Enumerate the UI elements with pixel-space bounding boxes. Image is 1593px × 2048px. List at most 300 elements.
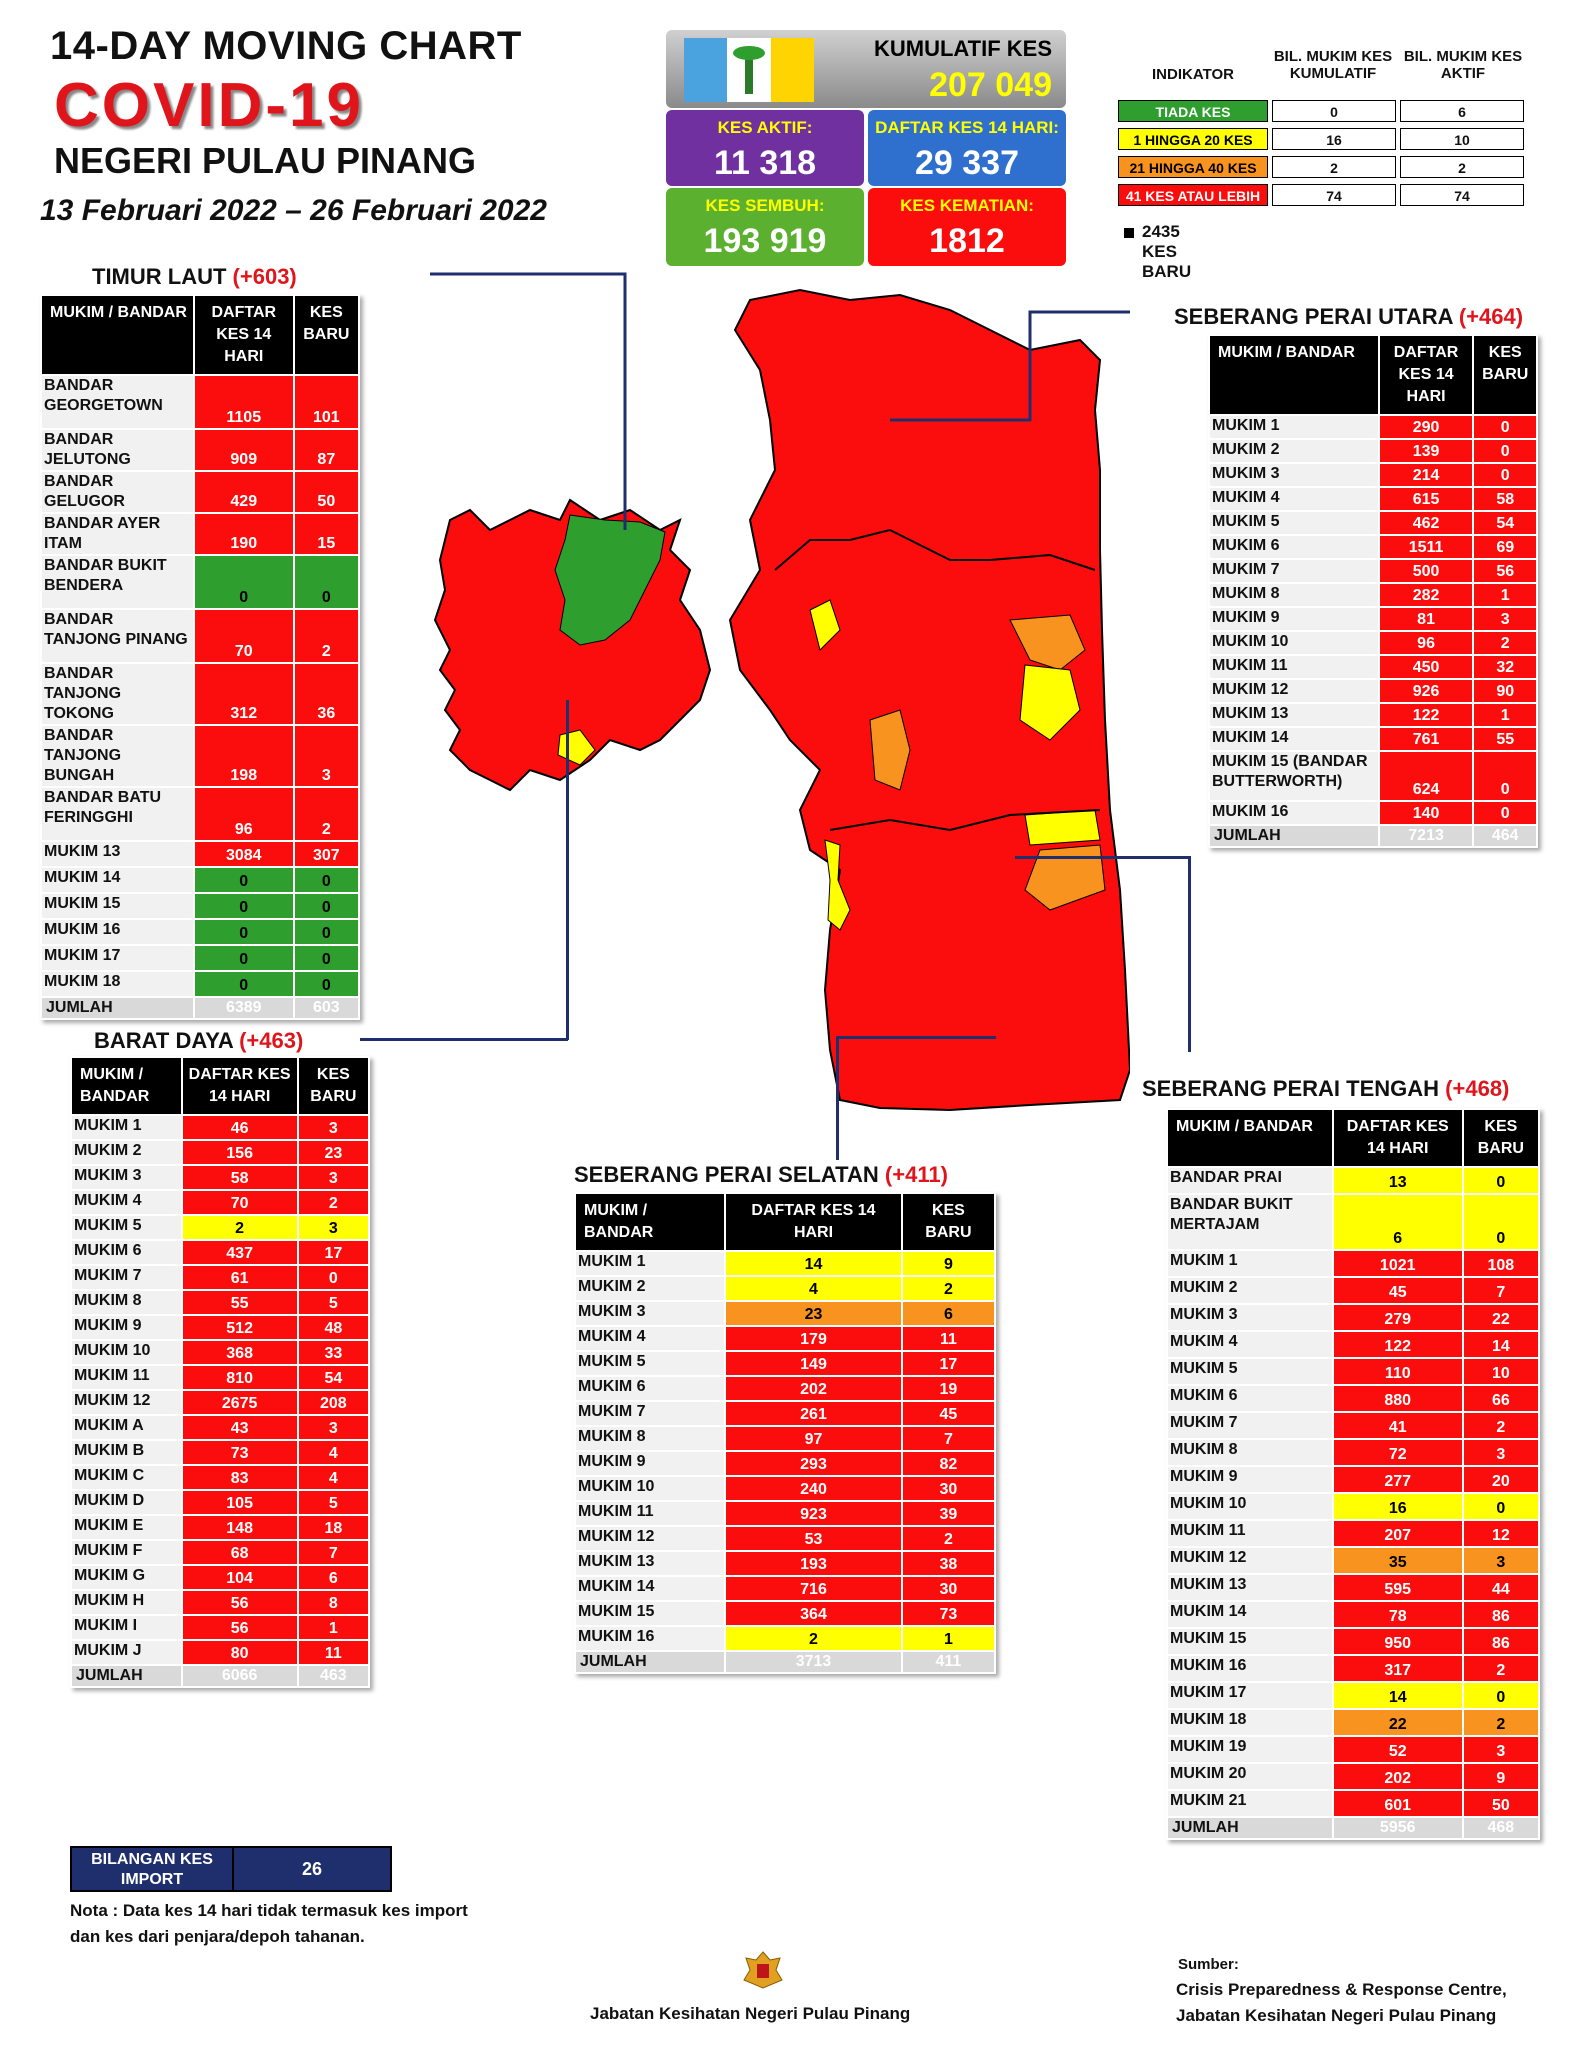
row-baru: 2 [1464,1710,1538,1735]
table-row [1168,1251,1538,1276]
table-row [1168,1764,1538,1789]
row-daftar: 926 [1380,680,1473,702]
row-name: MUKIM 1 [576,1252,724,1275]
timur-laut-plus: (+603) [232,264,297,289]
row-daftar: 240 [726,1477,901,1500]
table-row [72,1591,368,1614]
row-name: MUKIM 4 [1168,1332,1332,1357]
row-name: BANDAR TANJONG TOKONG [42,664,193,724]
row-name: MUKIM 8 [576,1427,724,1450]
row-name: MUKIM H [72,1591,181,1614]
barat-daya-plus: (+463) [239,1028,304,1053]
row-daftar: 716 [726,1577,901,1600]
row-baru: 11 [903,1327,994,1350]
kes-aktif-label: KES AKTIF: [717,118,813,137]
total-row [42,998,358,1018]
row-name: MUKIM 2 [576,1277,724,1300]
connector-sps-v [836,1036,839,1160]
row-name: MUKIM J [72,1641,181,1664]
row-baru: 6 [903,1302,994,1325]
row-baru: 69 [1474,536,1536,558]
row-daftar: 1021 [1334,1251,1462,1276]
import-value: 26 [232,1848,390,1890]
total-label: JUMLAH [576,1652,724,1672]
col-header-baru: KES BARU [295,296,358,374]
row-baru: 1 [299,1616,368,1639]
row-baru: 7 [299,1541,368,1564]
row-name: MUKIM 9 [1168,1467,1332,1492]
table-row [576,1427,994,1450]
row-name: MUKIM 4 [576,1327,724,1350]
row-daftar: 56 [183,1616,297,1639]
total-baru: 468 [1464,1818,1538,1838]
table-row [576,1277,994,1300]
row-name: MUKIM 18 [42,972,193,996]
barat-daya-name: BARAT DAYA [94,1028,233,1053]
row-daftar: 312 [195,664,293,724]
row-name: MUKIM 9 [72,1316,181,1339]
row-baru: 23 [299,1141,368,1164]
row-name: BANDAR GELUGOR [42,472,193,512]
table-row [72,1241,368,1264]
row-name: MUKIM 6 [1168,1386,1332,1411]
row-baru: 0 [299,1266,368,1289]
kes-sembuh-box [666,188,864,266]
row-daftar: 35 [1334,1548,1462,1573]
row-baru: 6 [299,1566,368,1589]
row-baru: 0 [1464,1168,1538,1193]
row-name: MUKIM G [72,1566,181,1589]
kes-baru-marker-icon [1124,228,1134,238]
row-name: BANDAR TANJONG PINANG [42,610,193,662]
barat-daya-table [70,1056,370,1688]
row-name: BANDAR PRAI [1168,1168,1332,1193]
connector-spt-v [1188,856,1191,1052]
row-name: MUKIM 16 [1168,1656,1332,1681]
row-daftar: 70 [183,1191,297,1214]
row-name: MUKIM A [72,1416,181,1439]
row-daftar: 104 [183,1566,297,1589]
row-daftar: 96 [195,788,293,840]
col-header-daftar: DAFTAR KES 14 HARI [195,296,293,374]
row-baru: 73 [903,1602,994,1625]
row-daftar: 2 [183,1216,297,1239]
total-baru: 411 [903,1652,994,1672]
table-row [42,946,358,970]
spt-heading [1142,1076,1509,1102]
row-baru: 17 [299,1241,368,1264]
row-baru: 17 [903,1352,994,1375]
row-baru: 208 [299,1391,368,1414]
row-daftar: 83 [183,1466,297,1489]
table-row [1168,1332,1538,1357]
kes-aktif-value: 11 318 [713,144,817,182]
row-baru: 2 [295,788,358,840]
row-daftar: 193 [726,1552,901,1575]
row-name: MUKIM 19 [1168,1737,1332,1762]
jata-crest-icon [740,1950,786,1990]
row-baru: 86 [1464,1602,1538,1627]
row-baru: 2 [1464,1413,1538,1438]
table-row [1210,728,1536,750]
chart-title: 14-DAY MOVING CHART [50,24,522,68]
row-daftar: 0 [195,920,293,944]
table-row [1168,1791,1538,1816]
row-name: MUKIM 13 [42,842,193,866]
kes-kematian-value: 1812 [929,222,1005,260]
row-daftar: 624 [1380,752,1473,800]
row-baru: 10 [1464,1359,1538,1384]
row-name: MUKIM 8 [72,1291,181,1314]
timur-laut-name: TIMUR LAUT [92,264,227,289]
import-label: BILANGAN KES IMPORT [72,1848,232,1890]
legend-row [1118,128,1528,152]
row-name: MUKIM 2 [72,1141,181,1164]
row-baru: 44 [1464,1575,1538,1600]
table-row [42,514,358,554]
col-header-mukim: MUKIM / BANDAR [576,1194,724,1250]
row-daftar: 45 [1334,1278,1462,1303]
table-row [42,556,358,608]
col-header-mukim: MUKIM / BANDAR [1210,336,1378,414]
table-row [1168,1305,1538,1330]
row-daftar: 2675 [183,1391,297,1414]
total-label: JUMLAH [1168,1818,1332,1838]
row-baru: 0 [1474,416,1536,438]
row-daftar: 0 [195,868,293,892]
row-baru: 12 [1464,1521,1538,1546]
table-row [1210,488,1536,510]
total-daftar: 6066 [183,1666,297,1686]
table-row [1168,1195,1538,1249]
row-baru: 90 [1474,680,1536,702]
spt-plus: (+468) [1445,1076,1510,1101]
row-baru: 2 [903,1277,994,1300]
row-name: MUKIM 11 [576,1502,724,1525]
row-name: BANDAR BUKIT BENDERA [42,556,193,608]
table-row [1210,560,1536,582]
table-row [42,894,358,918]
legend-header-kumulatif: BIL. MUKIM KES KUMULATIF [1273,48,1393,82]
table-row [72,1191,368,1214]
row-name: MUKIM 17 [1168,1683,1332,1708]
table-row [1168,1548,1538,1573]
row-daftar: 16 [1334,1494,1462,1519]
row-baru: 3 [1474,608,1536,630]
row-baru: 2 [903,1527,994,1550]
table-row [1168,1440,1538,1465]
table-row [1210,680,1536,702]
table-row [1168,1575,1538,1600]
row-name: MUKIM 3 [576,1302,724,1325]
import-box [70,1846,392,1892]
row-daftar: 70 [195,610,293,662]
table-row [42,788,358,840]
row-baru: 0 [1474,464,1536,486]
row-daftar: 110 [1334,1359,1462,1384]
table-row [72,1341,368,1364]
table-row [72,1266,368,1289]
row-daftar: 615 [1380,488,1473,510]
row-daftar: 4 [726,1277,901,1300]
row-name: MUKIM 15 (BANDAR BUTTERWORTH) [1210,752,1378,800]
row-daftar: 1105 [195,376,293,428]
row-name: MUKIM 12 [576,1527,724,1550]
row-daftar: 437 [183,1241,297,1264]
row-name: BANDAR BATU FERINGGHI [42,788,193,840]
kes-kematian-label: KES KEMATIAN: [900,196,1034,215]
row-daftar: 761 [1380,728,1473,750]
row-daftar: 81 [1380,608,1473,630]
connector-barat-daya-v [566,700,569,1040]
total-daftar: 3713 [726,1652,901,1672]
table-row [576,1452,994,1475]
row-baru: 4 [299,1441,368,1464]
daftar-14-box [868,110,1066,186]
row-name: MUKIM 14 [1168,1602,1332,1627]
row-name: MUKIM 13 [1168,1575,1332,1600]
row-baru: 56 [1474,560,1536,582]
table-row [42,664,358,724]
row-daftar: 909 [195,430,293,470]
table-row [72,1116,368,1139]
col-header-mukim: MUKIM / BANDAR [42,296,193,374]
row-daftar: 23 [726,1302,901,1325]
table-row [1168,1656,1538,1681]
row-daftar: 923 [726,1502,901,1525]
sps-heading [574,1162,948,1188]
table-row [1168,1602,1538,1627]
row-baru: 48 [299,1316,368,1339]
row-baru: 54 [1474,512,1536,534]
row-daftar: 43 [183,1416,297,1439]
row-daftar: 3084 [195,842,293,866]
legend-row [1118,184,1528,208]
row-name: MUKIM 14 [42,868,193,892]
legend-kumulatif-count: 16 [1272,128,1396,150]
row-baru: 0 [295,894,358,918]
legend-indicator-label: TIADA KES [1118,100,1268,122]
row-baru: 19 [903,1377,994,1400]
table-row [42,842,358,866]
spu-plus: (+464) [1458,304,1524,329]
table-row [72,1616,368,1639]
row-baru: 87 [295,430,358,470]
row-baru: 3 [295,726,358,786]
spu-heading [1174,304,1523,330]
daftar-14-value: 29 337 [915,144,1019,182]
row-name: MUKIM 8 [1168,1440,1332,1465]
row-baru: 0 [1474,440,1536,462]
row-daftar: 810 [183,1366,297,1389]
row-daftar: 500 [1380,560,1473,582]
row-daftar: 207 [1334,1521,1462,1546]
row-baru: 2 [295,610,358,662]
row-name: MUKIM 5 [1210,512,1378,534]
col-header-baru: KES BARU [299,1058,368,1114]
kes-aktif-box [666,110,864,186]
total-daftar: 7213 [1380,826,1473,846]
row-daftar: 0 [195,972,293,996]
row-name: MUKIM 4 [1210,488,1378,510]
row-baru: 0 [1464,1683,1538,1708]
row-baru: 50 [1464,1791,1538,1816]
row-name: MUKIM F [72,1541,181,1564]
row-daftar: 122 [1334,1332,1462,1357]
total-baru: 603 [295,998,358,1018]
table-row [1168,1168,1538,1193]
row-daftar: 179 [726,1327,901,1350]
row-name: MUKIM 16 [1210,802,1378,824]
row-daftar: 512 [183,1316,297,1339]
row-baru: 30 [903,1577,994,1600]
row-daftar: 46 [183,1116,297,1139]
table-header [72,1058,368,1114]
row-baru: 1 [903,1627,994,1650]
row-daftar: 601 [1334,1791,1462,1816]
row-name: MUKIM 14 [1210,728,1378,750]
table-row [1210,632,1536,654]
row-baru: 2 [299,1191,368,1214]
table-row [1210,512,1536,534]
row-name: MUKIM 16 [42,920,193,944]
row-name: MUKIM 15 [1168,1629,1332,1654]
row-baru: 66 [1464,1386,1538,1411]
table-row [1210,704,1536,726]
row-baru: 86 [1464,1629,1538,1654]
row-name: MUKIM 7 [72,1266,181,1289]
table-row [1168,1278,1538,1303]
table-row [1168,1467,1538,1492]
table-row [1168,1683,1538,1708]
kes-kematian-box [868,188,1066,266]
row-baru: 3 [1464,1440,1538,1465]
row-name: MUKIM 15 [576,1602,724,1625]
kes-sembuh-label: KES SEMBUH: [705,196,825,215]
row-name: MUKIM 5 [1168,1359,1332,1384]
row-baru: 0 [295,556,358,608]
row-daftar: 214 [1380,464,1473,486]
table-row [576,1402,994,1425]
row-name: MUKIM 20 [1168,1764,1332,1789]
row-daftar: 202 [726,1377,901,1400]
row-baru: 20 [1464,1467,1538,1492]
row-name: MUKIM 21 [1168,1791,1332,1816]
connector-barat-daya-h [360,1038,568,1041]
row-baru: 11 [299,1641,368,1664]
row-daftar: 595 [1334,1575,1462,1600]
legend-kumulatif-count: 0 [1272,100,1396,122]
row-daftar: 202 [1334,1764,1462,1789]
row-name: MUKIM 11 [1168,1521,1332,1546]
table-row [42,430,358,470]
table-row [1210,536,1536,558]
covid-title: COVID-19 [54,71,364,140]
row-baru: 3 [299,1166,368,1189]
legend-kumulatif-count: 74 [1272,184,1396,206]
row-name: MUKIM 13 [1210,704,1378,726]
col-header-mukim: MUKIM / BANDAR [72,1058,181,1114]
legend-indicator-label: 41 KES ATAU LEBIH [1118,184,1268,206]
stats-panel [662,30,1070,266]
legend-aktif-count: 74 [1400,184,1524,206]
total-daftar: 5956 [1334,1818,1462,1838]
row-name: MUKIM 10 [1210,632,1378,654]
row-daftar: 148 [183,1516,297,1539]
table-row [72,1216,368,1239]
table-row [576,1502,994,1525]
table-row [72,1466,368,1489]
total-label: JUMLAH [1210,826,1378,846]
table-header [576,1194,994,1250]
row-baru: 2 [1474,632,1536,654]
row-daftar: 14 [726,1252,901,1275]
row-name: BANDAR JELUTONG [42,430,193,470]
row-name: BANDAR TANJONG BUNGAH [42,726,193,786]
row-name: MUKIM 7 [576,1402,724,1425]
row-baru: 18 [299,1516,368,1539]
table-row [72,1541,368,1564]
row-baru: 9 [903,1252,994,1275]
row-name: MUKIM 2 [1168,1278,1332,1303]
row-name: MUKIM 12 [1210,680,1378,702]
table-row [1168,1359,1538,1384]
row-name: MUKIM 7 [1168,1413,1332,1438]
row-daftar: 1511 [1380,536,1473,558]
table-row [576,1352,994,1375]
row-name: MUKIM 3 [1168,1305,1332,1330]
row-baru: 5 [299,1491,368,1514]
table-row [72,1291,368,1314]
row-baru: 14 [1464,1332,1538,1357]
table-row [1210,464,1536,486]
table-row [1210,608,1536,630]
kumulatif-label: KUMULATIF KES [873,36,1052,61]
row-baru: 3 [299,1416,368,1439]
daftar-14-label: DAFTAR KES 14 HARI: [875,118,1059,137]
table-row [42,472,358,512]
table-row [576,1477,994,1500]
row-daftar: 41 [1334,1413,1462,1438]
row-name: MUKIM 1 [1168,1251,1332,1276]
row-baru: 307 [295,842,358,866]
table-row [72,1491,368,1514]
row-daftar: 22 [1334,1710,1462,1735]
row-baru: 58 [1474,488,1536,510]
table-row [1210,656,1536,678]
table-header [1210,336,1536,414]
table-row [1210,752,1536,800]
row-baru: 32 [1474,656,1536,678]
table-row [72,1366,368,1389]
row-baru: 0 [295,920,358,944]
row-baru: 4 [299,1466,368,1489]
col-header-mukim: MUKIM / BANDAR [1168,1110,1332,1166]
row-daftar: 97 [726,1427,901,1450]
row-daftar: 277 [1334,1467,1462,1492]
table-row [42,376,358,428]
row-baru: 8 [299,1591,368,1614]
row-daftar: 80 [183,1641,297,1664]
row-baru: 7 [903,1427,994,1450]
row-name: MUKIM 9 [576,1452,724,1475]
row-baru: 82 [903,1452,994,1475]
sps-table [574,1192,996,1674]
row-baru: 5 [299,1291,368,1314]
row-baru: 3 [1464,1548,1538,1573]
row-name: MUKIM 13 [576,1552,724,1575]
penang-map [430,270,1130,1120]
